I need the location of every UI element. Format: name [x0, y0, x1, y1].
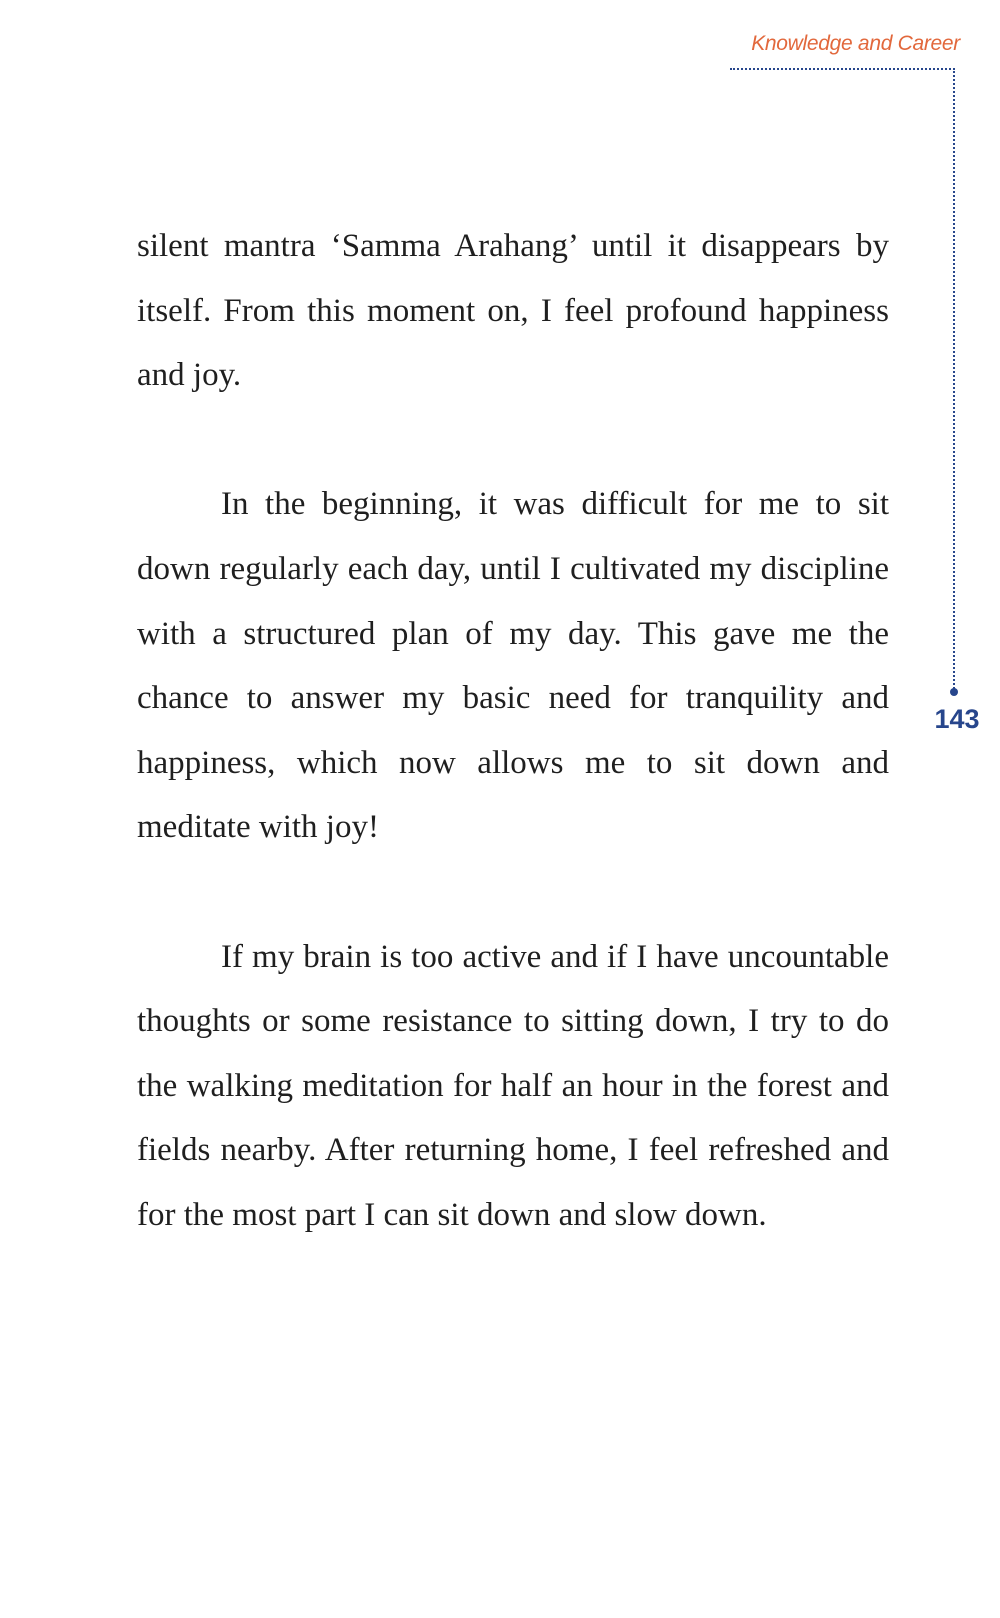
- margin-dotted-rule: [953, 68, 955, 693]
- header-dotted-rule: [730, 68, 955, 70]
- paragraph-2: In the beginning, it was difficult for me to sit down regularly each day, until I cultivated my discipline with a structured plan of my day. This gave me the chance to answer my basic need for tranquility and happiness, which now allows me to sit down and meditate with joy!: [137, 486, 889, 846]
- running-header-title: Knowledge and Career: [751, 32, 960, 55]
- page-number: 143: [934, 704, 980, 734]
- rule-end-dot: [950, 688, 958, 696]
- body-text: [137, 214, 889, 1248]
- paragraph-1: silent mantra ‘Samma Arahang’ until it disappears by itself. From this moment on, I feel profound happiness and joy.: [137, 228, 889, 394]
- paragraph-3: If my brain is too active and if I have uncountable thoughts or some resistance to sitting down, I try to do the walking meditation for half an hour in the forest and fields nearby. After returning home, I feel refreshed and for the most part I can sit down and slow down.: [137, 938, 889, 1233]
